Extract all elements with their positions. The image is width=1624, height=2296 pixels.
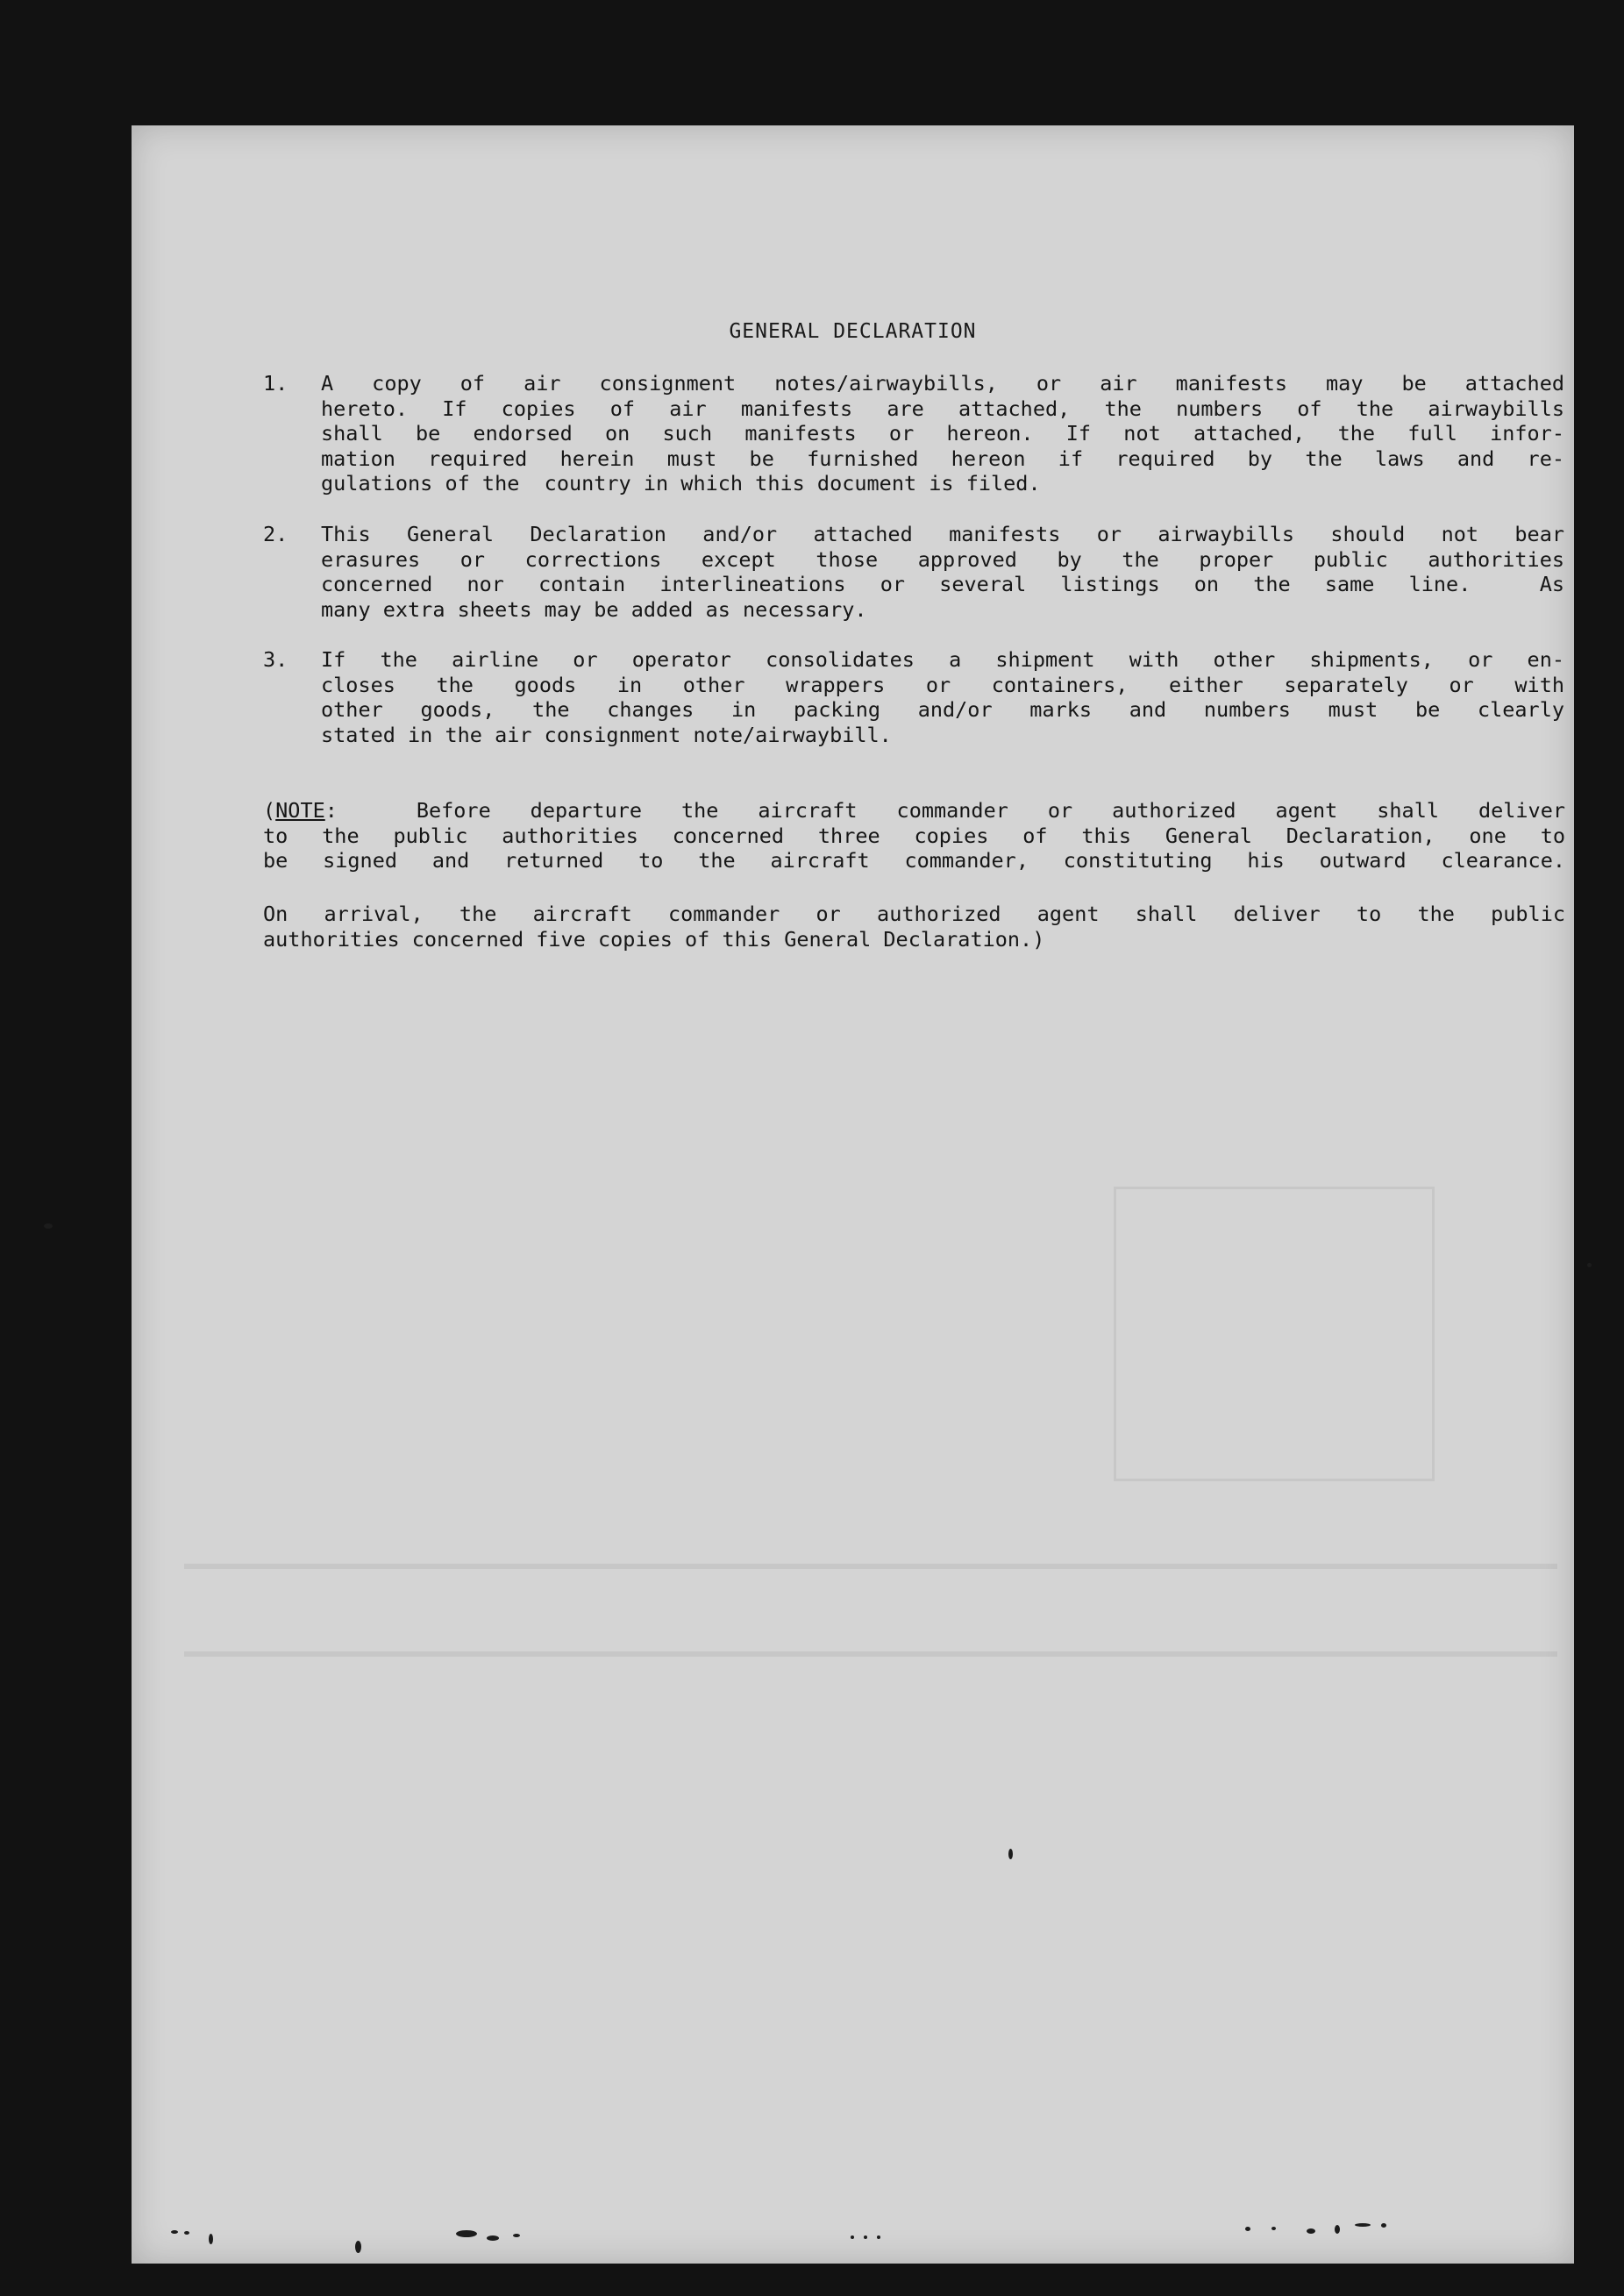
item-number: 2. [263,522,288,546]
text-line: mation required herein must be furnished hereon if required by the laws and re- [321,446,1564,471]
text-line: other goods, the changes in packing and/or marks and numbers must be clearly [321,697,1564,722]
note-open-paren: ( [263,798,276,823]
text-line: hereto. If copies of air manifests are attached, the numbers of the airwaybills [321,396,1564,421]
text-line [263,798,1565,824]
note-paragraph [263,798,1565,873]
bleed-through-rule [184,1564,1557,1569]
declaration-item-3 [263,647,1565,749]
text-line: concerned nor contain interlineations or several listings on the same line. As [321,572,1564,596]
declaration-item-2 [263,522,1565,624]
note-label: NOTE [275,798,325,823]
text-line: erasures or corrections except those approved by the proper public authorities [321,546,1564,572]
item-number: 1. [263,371,288,396]
bleed-through-rule [184,1651,1557,1657]
text-line: gulations of the country in which this document is filed. [321,471,1041,496]
text-line: authorities concerned five copies of this General Declaration.) [263,926,1045,952]
text-line: If the airline or operator consolidates a shipment with other shipments, or en- [321,647,1564,672]
document-page [132,125,1574,2264]
text-line: to the public authorities concerned three copies of this General Declaration, one to [263,823,1565,848]
text-line: closes the goods in other wrappers or containers, either separately or with [321,672,1564,697]
document-title: GENERAL DECLARATION [729,320,977,343]
note-first-line: : Before departure the aircraft commander or authorized agent shall deliver [324,798,1565,823]
declaration-item-1 [263,371,1565,498]
item-text [321,647,1564,747]
text-line: A copy of air consignment notes/airwaybills, or air manifests may be attached [321,371,1564,396]
arrival-paragraph [263,902,1565,952]
text-line: shall be endorsed on such manifests or hereon. If not attached, the full infor- [321,421,1564,446]
text-line: stated in the air consignment note/airwaybill. [321,722,892,747]
text-line: be signed and returned to the aircraft commander, constituting his outward clearance. [263,848,1565,873]
text-line: This General Declaration and/or attached manifests or airwaybills should not bear [321,522,1564,546]
item-text [321,371,1564,496]
text-line: many extra sheets may be added as necessary. [321,596,867,622]
item-text [321,522,1564,622]
item-number: 3. [263,647,288,672]
bleed-through-box [1114,1187,1435,1481]
text-line: On arrival, the aircraft commander or authorized agent shall deliver to the public [263,902,1565,926]
